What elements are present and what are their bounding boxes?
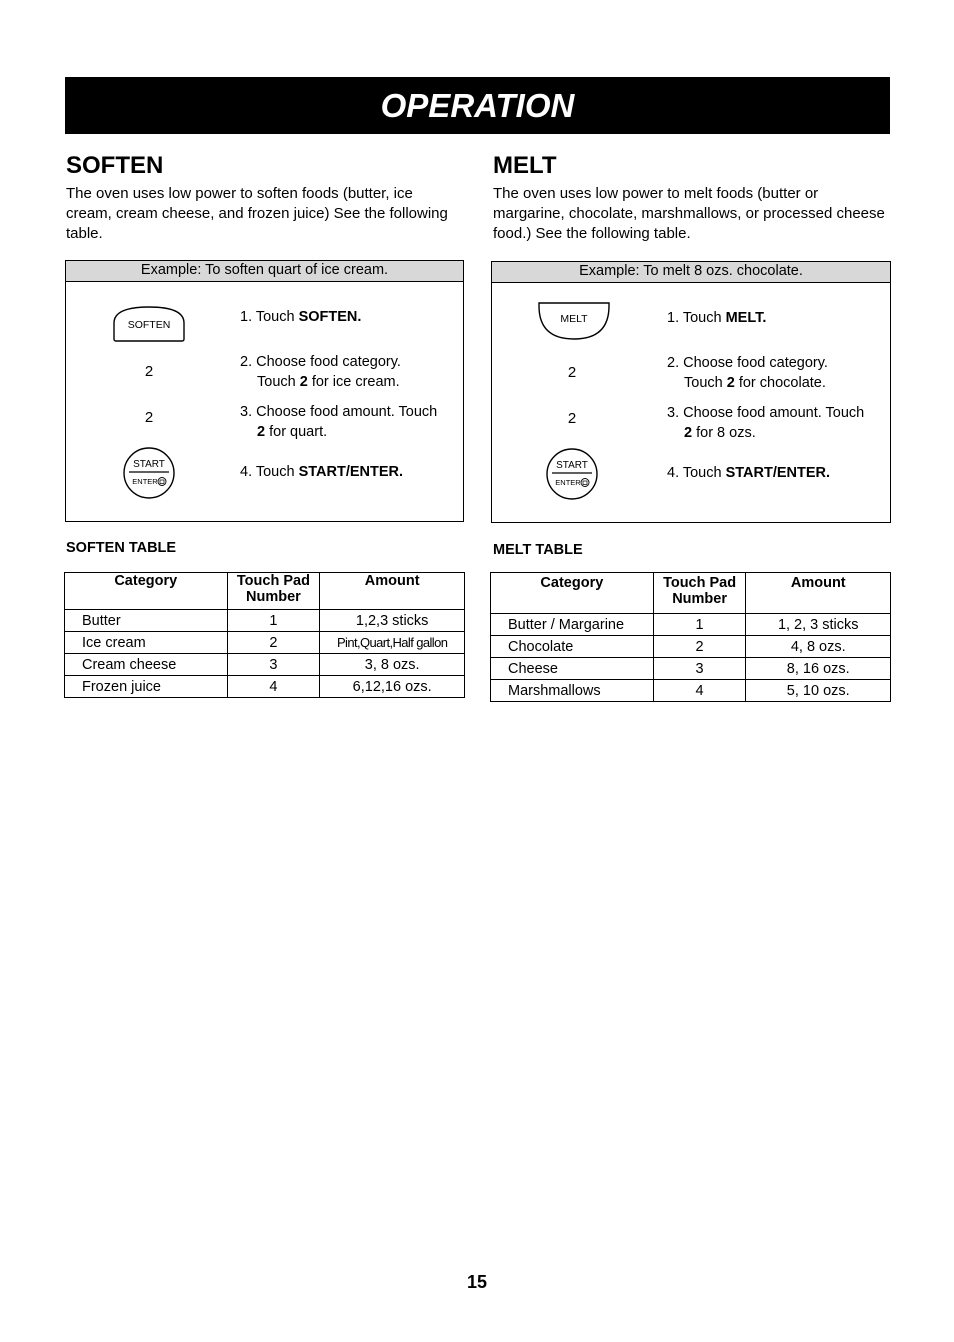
melt-row-1-category: Butter / Margarine <box>491 614 654 636</box>
melt-header-touchpad <box>653 573 746 614</box>
soften-pad-icon <box>111 303 187 343</box>
soften-row-4-number: 4 <box>227 676 320 698</box>
soften-row-1-number: 1 <box>227 610 320 632</box>
melt-step-4-bold: START/ENTER. <box>725 465 831 481</box>
soften-digit-1: 2 <box>144 363 154 380</box>
table-row <box>65 632 465 654</box>
table-row <box>491 680 891 702</box>
table-row <box>65 654 465 676</box>
melt-header-touchpad-line2: Number <box>672 591 727 607</box>
soften-header-category: Category <box>65 573 228 610</box>
soften-example-box <box>65 260 464 522</box>
melt-row-3-number: 3 <box>653 658 746 680</box>
soften-enter-label: ENTER <box>132 477 158 486</box>
soften-table-header <box>65 573 465 610</box>
melt-step-2-pre: Touch <box>684 375 727 391</box>
soften-step-2-pre: Touch <box>257 374 300 390</box>
melt-row-2-category: Chocolate <box>491 636 654 658</box>
soften-step-3-line1: 3. Choose food amount. Touch <box>240 404 438 420</box>
melt-step-3-line1: 3. Choose food amount. Touch <box>667 405 865 421</box>
melt-step-3-line2 <box>667 423 864 443</box>
melt-digit-2: 2 <box>567 410 577 427</box>
table-row <box>491 658 891 680</box>
soften-intro: The oven uses low power to soften foods (butter, ice cream, cream cheese, and frozen juice) See the following table. <box>66 185 448 242</box>
melt-header-touchpad-line1: Touch Pad <box>663 575 737 591</box>
melt-start-label: START <box>556 460 588 471</box>
operation-banner <box>65 77 890 134</box>
melt-section <box>493 150 893 244</box>
melt-row-4-amount: 5, 10 ozs. <box>746 680 891 702</box>
soften-step-4-bold: START/ENTER. <box>298 464 404 480</box>
melt-step-2-line1: 2. Choose food category. <box>667 355 828 371</box>
melt-row-2-number: 2 <box>653 636 746 658</box>
soften-title: SOFTEN <box>66 152 164 179</box>
soften-row-1-category: Butter <box>65 610 228 632</box>
melt-row-1-amount: 1, 2, 3 sticks <box>746 614 891 636</box>
melt-example-header: Example: To melt 8 ozs. chocolate. <box>492 262 890 283</box>
soften-step-4-prefix: 4. Touch <box>240 464 299 480</box>
table-row <box>491 614 891 636</box>
melt-table <box>490 572 891 702</box>
soften-header-touchpad-line2: Number <box>246 589 301 605</box>
soften-start-label: START <box>133 459 165 470</box>
melt-header-amount: Amount <box>746 573 891 614</box>
melt-step-3-bold: 2 <box>684 425 693 441</box>
melt-row-2-amount: 4, 8 ozs. <box>746 636 891 658</box>
melt-digit-1: 2 <box>567 364 577 381</box>
soften-step-3-line2 <box>240 422 437 442</box>
soften-step-2-post: for ice cream. <box>307 374 400 390</box>
melt-table-title: MELT TABLE <box>493 542 583 558</box>
melt-title: MELT <box>493 152 557 179</box>
table-row <box>65 676 465 698</box>
soften-step-3 <box>240 402 437 442</box>
melt-row-3-amount: 8, 16 ozs. <box>746 658 891 680</box>
soften-row-3-amount: 3, 8 ozs. <box>320 654 465 676</box>
melt-step-2-line2 <box>667 373 828 393</box>
melt-step-2-post: for chocolate. <box>734 375 826 391</box>
melt-step-1-bold: MELT. <box>725 310 767 326</box>
soften-step-4 <box>240 462 403 482</box>
banner-title: OPERATION <box>380 86 575 124</box>
soften-row-3-number: 3 <box>227 654 320 676</box>
melt-enter-label: ENTER <box>555 478 581 487</box>
soften-step-1-prefix: 1. Touch <box>240 309 299 325</box>
page-number: 15 <box>466 1272 488 1292</box>
soften-header-touchpad-line1: Touch Pad <box>236 573 310 589</box>
soften-row-1-amount: 1,2,3 sticks <box>320 610 465 632</box>
soften-row-2-category: Ice cream <box>65 632 228 654</box>
soften-start-enter-icon <box>121 447 177 499</box>
melt-step-2 <box>667 353 828 393</box>
soften-section <box>66 150 466 244</box>
soften-table <box>64 572 465 698</box>
soften-row-3-category: Cream cheese <box>65 654 228 676</box>
melt-step-2-bold: 2 <box>726 375 735 391</box>
melt-row-4-category: Marshmallows <box>491 680 654 702</box>
melt-example-box <box>491 261 891 523</box>
melt-step-4-prefix: 4. Touch <box>667 465 726 481</box>
soften-table-title: SOFTEN TABLE <box>66 540 177 556</box>
melt-row-3-category: Cheese <box>491 658 654 680</box>
soften-header-touchpad <box>227 573 320 610</box>
melt-header-category: Category <box>491 573 654 614</box>
melt-start-enter-icon <box>544 448 600 500</box>
melt-table-header <box>491 573 891 614</box>
melt-pad-label: MELT <box>560 313 588 325</box>
soften-step-1-bold: SOFTEN. <box>298 309 362 325</box>
soften-digit-2: 2 <box>144 409 154 426</box>
soften-row-2-amount: Pint,Quart,Half gallon <box>320 632 465 654</box>
melt-row-4-number: 4 <box>653 680 746 702</box>
soften-step-1 <box>240 307 361 327</box>
soften-header-amount: Amount <box>320 573 465 610</box>
soften-step-2-bold: 2 <box>299 374 308 390</box>
table-row <box>491 636 891 658</box>
table-row <box>65 610 465 632</box>
melt-pad-icon <box>536 300 612 342</box>
soften-row-4-amount: 6,12,16 ozs. <box>320 676 465 698</box>
soften-row-2-number: 2 <box>227 632 320 654</box>
soften-step-3-bold: 2 <box>257 424 266 440</box>
soften-row-4-category: Frozen juice <box>65 676 228 698</box>
soften-step-2-line2 <box>240 372 401 392</box>
soften-example-header: Example: To soften quart of ice cream. <box>66 261 463 282</box>
melt-row-1-number: 1 <box>653 614 746 636</box>
soften-pad-label: SOFTEN <box>127 319 171 331</box>
melt-step-1 <box>667 308 766 328</box>
melt-step-3-post: for 8 ozs. <box>692 425 756 441</box>
melt-intro: The oven uses low power to melt foods (butter or margarine, chocolate, marshmallows, or processed cheese food.) See the following table. <box>493 185 885 242</box>
soften-step-3-post: for quart. <box>265 424 328 440</box>
soften-step-2-line1: 2. Choose food category. <box>240 354 401 370</box>
melt-step-1-prefix: 1. Touch <box>667 310 726 326</box>
melt-step-3 <box>667 403 864 443</box>
melt-step-4 <box>667 463 830 483</box>
soften-step-2 <box>240 352 401 392</box>
